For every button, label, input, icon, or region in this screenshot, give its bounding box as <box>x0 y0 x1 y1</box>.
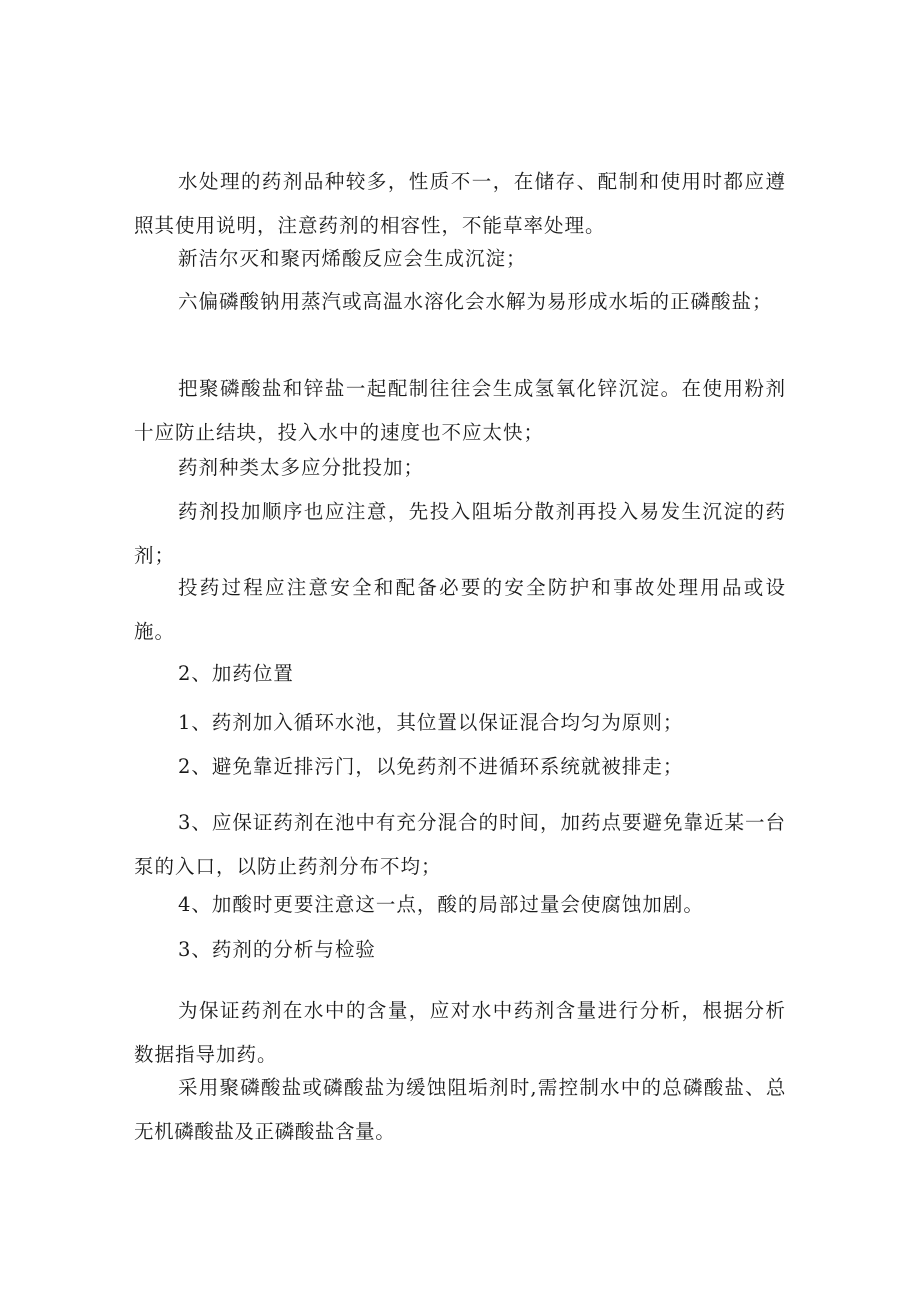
paragraph-phosphate-control: 采用聚磷酸盐或磷酸盐为缓蚀阻垢剂时,需控制水中的总磷酸盐、总无机磷酸盐及正磷酸盐含量。 <box>134 1076 786 1143</box>
paragraph-precipitate-note: 新洁尔灭和聚丙烯酸反应会生成沉淀； <box>178 247 527 270</box>
list-item-position-1: 1、药剂加入循环水池，其位置以保证混合均匀为原则； <box>178 711 684 734</box>
paragraph-storage-intro: 水处理的药剂品种较多，性质不一，在储存、配制和使用时都应遵照其使用说明，注意药剂的相容性，不能草率处理。 <box>134 170 786 237</box>
list-item-position-4: 4、加酸时更要注意这一点，酸的局部过量会使腐蚀加剧。 <box>178 893 704 916</box>
paragraph-batch-note: 药剂种类太多应分批投加； <box>178 456 425 479</box>
section-heading-analysis: 3、药剂的分析与检验 <box>178 938 376 961</box>
paragraph-safety-note: 投药过程应注意安全和配备必要的安全防护和事故处理用品或设施。 <box>134 576 786 643</box>
paragraph-order-note: 药剂投加顺序也应注意，先投入阻垢分散剂再投入易发生沉淀的药剂； <box>134 500 786 567</box>
paragraph-zinc-note: 把聚磷酸盐和锌盐一起配制往往会生成氢氧化锌沉淀。在使用粉剂十应防止结块，投入水中的速度也不应太快； <box>134 377 786 444</box>
list-item-position-2: 2、避免靠近排污门，以免药剂不进循环系统就被排走； <box>178 755 684 778</box>
paragraph-analysis-guidance: 为保证药剂在水中的含量，应对水中药剂含量进行分析，根据分析数据指导加药。 <box>134 999 786 1066</box>
paragraph-hydrolysis-note: 六偏磷酸钠用蒸汽或高温水溶化会水解为易形成水垢的正磷酸盐； <box>178 290 773 313</box>
list-item-position-3: 3、应保证药剂在池中有充分混合的时间，加药点要避免靠近某一台泵的入口，以防止药剂分布不均； <box>134 811 786 878</box>
section-heading-dosing-position: 2、加药位置 <box>178 662 294 685</box>
